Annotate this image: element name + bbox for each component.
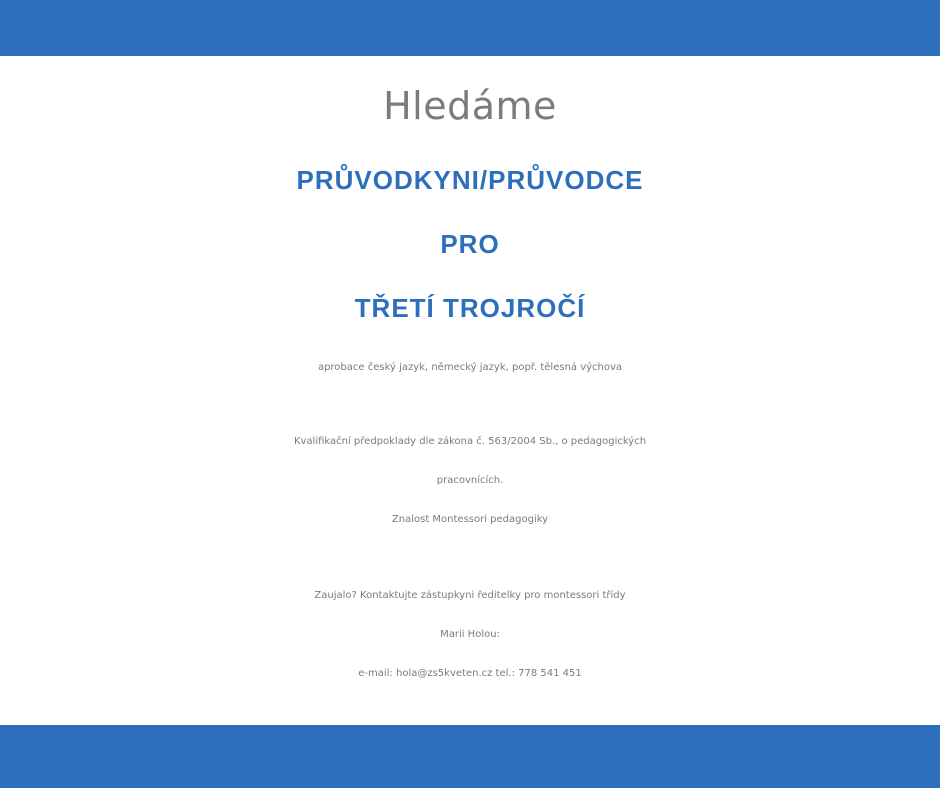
job-ad-content xyxy=(0,56,940,725)
qualification-line: pracovnících. xyxy=(436,475,504,486)
job-title-line: PRŮVODKYNI/PRŮVODCE xyxy=(296,165,644,195)
kicker-text: Hledáme xyxy=(383,84,557,128)
qualifications-block xyxy=(0,422,940,539)
contact-block xyxy=(0,576,940,693)
bottom-band xyxy=(0,725,940,788)
job-title-line: TŘETÍ TROJROČÍ xyxy=(354,293,586,323)
approbation-text: aprobace český jazyk, německý jazyk, popř. tělesná výchova xyxy=(317,362,623,373)
top-band xyxy=(0,0,940,56)
qualification-line: Kvalifikační předpoklady dle zákona č. 563/2004 Sb., o pedagogických xyxy=(293,436,647,447)
job-title xyxy=(0,148,940,340)
contact-details: e-mail: hola@zs5kveten.cz tel.: 778 541 451 xyxy=(358,668,582,679)
job-title-line: PRO xyxy=(440,229,500,259)
contact-line: Zaujalo? Kontaktujte zástupkyni ředitelky pro montessori třídy xyxy=(314,590,626,601)
contact-name: Marii Holou: xyxy=(440,629,500,640)
qualification-line: Znalost Montessori pedagogiky xyxy=(391,514,549,525)
